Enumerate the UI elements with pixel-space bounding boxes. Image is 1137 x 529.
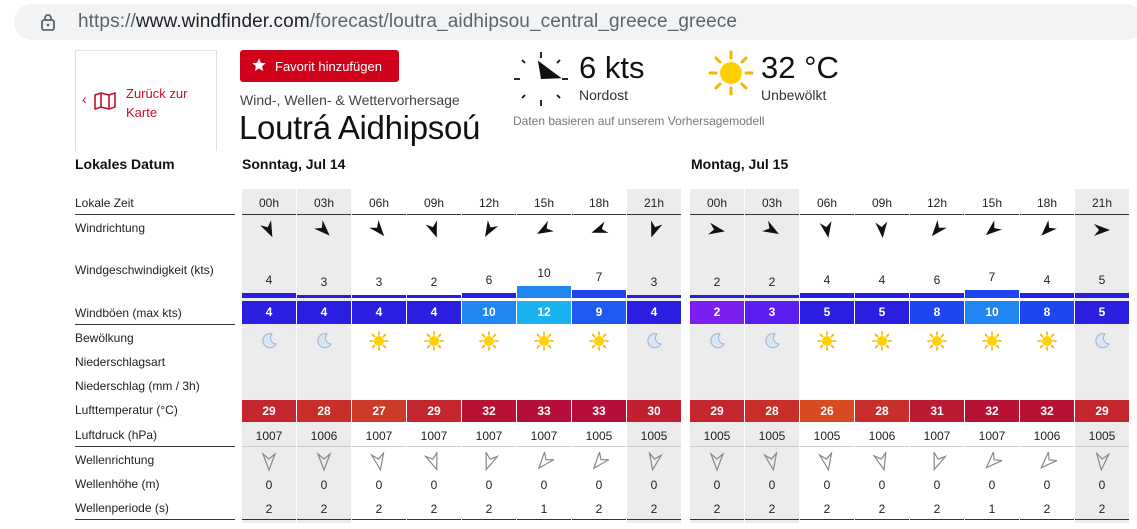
wind-speed-bar (242, 293, 296, 298)
add-favorite-button[interactable] (240, 50, 399, 82)
wave-period-cell: 2 (768, 502, 776, 516)
page-subtitle: Wind-, Wellen- & Wettervorhersage (240, 92, 460, 108)
pressure-cell: 1007 (978, 429, 1006, 443)
wave-period-cell: 2 (485, 502, 493, 516)
wave-period-cell: 2 (375, 502, 383, 516)
time-cell: 03h (313, 196, 335, 210)
forecast-column[interactable] (517, 189, 571, 523)
wave-direction-arrow-icon (707, 452, 727, 472)
wind-compass-icon (512, 50, 570, 113)
row-label-wave-direction: Wellenrichtung (75, 453, 155, 467)
wave-height-cell: 0 (713, 478, 721, 492)
wind-speed-bar (462, 293, 516, 298)
wind-speed-bar (297, 295, 351, 298)
time-divider (297, 214, 351, 215)
wind-speed-value: 2 (713, 275, 721, 289)
pressure-cell: 1007 (420, 429, 448, 443)
wave-height-cell: 0 (265, 478, 273, 492)
wind-speed-value: 3 (320, 275, 328, 289)
gust-cell: 4 (297, 301, 351, 324)
pressure-cell: 1006 (868, 429, 896, 443)
wave-period-cell: 2 (1098, 502, 1106, 516)
wave-period-cell: 2 (265, 502, 273, 516)
gust-cell: 9 (572, 301, 626, 324)
wave-height-cell: 0 (430, 478, 438, 492)
wave-period-cell: 2 (430, 502, 438, 516)
row-label-wind-speed: Windgeschwindigkeit (kts) (75, 263, 214, 277)
wave-period-cell: 2 (933, 502, 941, 516)
bottom-divider (242, 519, 296, 520)
wind-speed-value: 2 (768, 275, 776, 289)
wave-period-cell: 2 (713, 502, 721, 516)
air-temp-cell: 33 (572, 400, 626, 422)
wave-period-cell: 2 (320, 502, 328, 516)
air-temp-cell: 32 (965, 400, 1019, 422)
wind-speed-bar (910, 293, 964, 298)
wave-height-cell: 0 (650, 478, 658, 492)
wind-direction-arrow-icon (707, 220, 727, 240)
wave-height-cell: 0 (768, 478, 776, 492)
gust-cell: 10 (965, 301, 1019, 324)
bottom-divider (800, 519, 854, 520)
time-cell: 21h (1091, 196, 1113, 210)
row-label-air-temp: Lufttemperatur (°C) (75, 403, 178, 417)
wind-direction-arrow-icon (1037, 220, 1057, 240)
pressure-cell: 1005 (640, 429, 668, 443)
wave-direction-arrow-icon (762, 452, 782, 472)
pressure-divider (407, 446, 461, 447)
wave-period-cell: 1 (988, 502, 996, 516)
wave-height-cell: 0 (375, 478, 383, 492)
bottom-divider (352, 519, 406, 520)
time-cell: 06h (368, 196, 390, 210)
pressure-cell: 1007 (530, 429, 558, 443)
air-temp-cell: 28 (745, 400, 799, 422)
bottom-divider (855, 519, 909, 520)
wave-height-cell: 0 (878, 478, 886, 492)
wave-period-cell: 1 (540, 502, 548, 516)
gust-cell: 2 (690, 301, 744, 324)
wind-speed-value: 4 (878, 273, 886, 287)
wind-speed-value: 4 (823, 273, 831, 287)
wave-height-cell: 0 (1043, 478, 1051, 492)
wind-direction-arrow-icon (534, 220, 554, 240)
bottom-divider (1020, 519, 1074, 520)
current-wind-speed: 6 kts (579, 50, 645, 85)
wind-direction-arrow-icon (589, 220, 609, 240)
wind-direction-arrow-icon (314, 220, 334, 240)
wave-height-cell: 0 (485, 478, 493, 492)
map-icon (93, 91, 117, 116)
time-divider (407, 214, 461, 215)
wave-direction-arrow-icon (817, 452, 837, 472)
time-divider (462, 214, 516, 215)
air-temp-cell: 31 (910, 400, 964, 422)
air-temp-cell: 28 (855, 400, 909, 422)
moon-icon (1092, 331, 1112, 351)
gust-cell: 4 (352, 301, 406, 324)
bottom-divider (407, 519, 461, 520)
row-label-wind-direction: Windrichtung (75, 221, 146, 235)
pressure-divider (572, 446, 626, 447)
pressure-divider (462, 446, 516, 447)
time-cell: 12h (478, 196, 500, 210)
bottom-divider (690, 519, 744, 520)
day-label-sunday: Sonntag, Jul 14 (242, 156, 346, 172)
time-cell: 21h (643, 196, 665, 210)
wave-period-cell: 2 (823, 502, 831, 516)
pressure-divider (1020, 446, 1074, 447)
wave-direction-arrow-icon (314, 452, 334, 472)
pressure-divider (297, 446, 351, 447)
time-divider (855, 214, 909, 215)
back-to-map-label[interactable]: Zurück zur Karte (126, 86, 188, 120)
wave-direction-arrow-icon (259, 452, 279, 472)
browser-toolbar (0, 0, 1137, 45)
sun-icon (927, 331, 947, 351)
gust-cell: 5 (855, 301, 909, 324)
wave-height-cell: 0 (320, 478, 328, 492)
pressure-cell: 1005 (758, 429, 786, 443)
sun-icon (817, 331, 837, 351)
air-temp-cell: 26 (800, 400, 854, 422)
pressure-cell: 1005 (703, 429, 731, 443)
row-label-gusts: Windböen (max kts) (75, 306, 235, 325)
air-temp-cell: 32 (1020, 400, 1074, 422)
forecast-column[interactable] (1075, 189, 1129, 523)
wave-direction-arrow-icon (644, 452, 664, 472)
wave-direction-arrow-icon (927, 452, 947, 472)
bottom-divider (517, 519, 571, 520)
forecast-column[interactable] (572, 189, 626, 523)
wind-direction-arrow-icon (872, 220, 892, 240)
wave-direction-arrow-icon (1092, 452, 1112, 472)
pressure-cell: 1007 (255, 429, 283, 443)
row-label-wave-height: Wellenhöhe (m) (75, 477, 160, 491)
forecast-column[interactable] (800, 189, 854, 523)
forecast-column[interactable] (910, 189, 964, 523)
wind-speed-value: 6 (485, 273, 493, 287)
wind-speed-bar (745, 295, 799, 298)
air-temp-cell: 27 (352, 400, 406, 422)
current-wind-direction: Nordost (579, 87, 629, 103)
pressure-divider (627, 446, 681, 447)
bottom-divider (627, 519, 681, 520)
forecast-column[interactable] (627, 189, 681, 523)
pressure-divider (855, 446, 909, 447)
bottom-divider (910, 519, 964, 520)
pressure-cell: 1005 (585, 429, 613, 443)
pressure-divider (242, 446, 296, 447)
pressure-cell: 1007 (475, 429, 503, 443)
add-favorite-label: Favorit hinzufügen (275, 59, 382, 74)
moon-icon (314, 331, 334, 351)
time-cell: 09h (871, 196, 893, 210)
time-divider (352, 214, 406, 215)
wave-height-cell: 0 (540, 478, 548, 492)
time-divider (517, 214, 571, 215)
wind-speed-bar (965, 290, 1019, 298)
page-title: Loutrá Aidhipsoú (239, 109, 481, 146)
url-text[interactable]: https://www.windfinder.com/forecast/loutra_aidhipsou_central_greece_greece (78, 11, 738, 32)
time-divider (572, 214, 626, 215)
wave-height-cell: 0 (823, 478, 831, 492)
row-label-wave-period: Wellenperiode (s) (75, 501, 235, 520)
time-divider (242, 214, 296, 215)
wind-speed-value: 5 (1098, 273, 1106, 287)
pressure-divider (517, 446, 571, 447)
row-label-clouds: Bewölkung (75, 331, 134, 345)
sun-icon (424, 331, 444, 351)
wind-speed-bar (517, 286, 571, 298)
pressure-cell: 1005 (813, 429, 841, 443)
sun-icon (534, 331, 554, 351)
sun-icon (982, 331, 1002, 351)
pressure-divider (352, 446, 406, 447)
bottom-divider (745, 519, 799, 520)
wind-direction-arrow-icon (927, 220, 947, 240)
gust-cell: 3 (745, 301, 799, 324)
wind-speed-value: 4 (265, 273, 273, 287)
time-divider (910, 214, 964, 215)
wind-speed-bar (690, 295, 744, 298)
sun-icon (369, 331, 389, 351)
wind-speed-bar (407, 295, 461, 298)
chevron-left-icon: ‹ (82, 91, 87, 107)
wave-period-cell: 2 (1043, 502, 1051, 516)
forecast-column[interactable] (242, 189, 296, 523)
wind-speed-value: 10 (537, 266, 551, 280)
local-date-label: Lokales Datum (75, 156, 175, 172)
air-temp-cell: 29 (407, 400, 461, 422)
pressure-divider (745, 446, 799, 447)
gust-cell: 8 (910, 301, 964, 324)
gust-cell: 4 (627, 301, 681, 324)
pressure-divider (690, 446, 744, 447)
time-divider (690, 214, 744, 215)
wind-speed-bar (800, 293, 854, 298)
time-divider (800, 214, 854, 215)
wave-direction-arrow-icon (589, 452, 609, 472)
wind-speed-bar (1075, 293, 1129, 298)
sun-icon (708, 50, 754, 101)
pressure-cell: 1005 (1088, 429, 1116, 443)
forecast-column[interactable] (855, 189, 909, 523)
pressure-cell: 1007 (923, 429, 951, 443)
gust-cell: 4 (242, 301, 296, 324)
wind-direction-arrow-icon (817, 220, 837, 240)
time-divider (1020, 214, 1074, 215)
bottom-divider (1075, 519, 1129, 520)
moon-icon (762, 331, 782, 351)
pressure-divider (910, 446, 964, 447)
wind-direction-arrow-icon (259, 220, 279, 240)
wind-speed-value: 4 (1043, 273, 1051, 287)
wind-direction-arrow-icon (479, 220, 499, 240)
wind-speed-value: 2 (430, 275, 438, 289)
gust-cell: 8 (1020, 301, 1074, 324)
wave-direction-arrow-icon (982, 452, 1002, 472)
wave-direction-arrow-icon (1037, 452, 1057, 472)
wind-speed-bar (1020, 293, 1074, 298)
time-cell: 12h (926, 196, 948, 210)
time-divider (627, 214, 681, 215)
air-temp-cell: 30 (627, 400, 681, 422)
time-cell: 18h (588, 196, 610, 210)
row-label-precip-type: Niederschlagsart (75, 355, 166, 369)
row-label-time: Lokale Zeit (75, 196, 235, 215)
wave-height-cell: 0 (595, 478, 603, 492)
wind-speed-bar (855, 293, 909, 298)
forecast-column[interactable] (690, 189, 744, 523)
pressure-cell: 1006 (310, 429, 338, 443)
bottom-divider (462, 519, 516, 520)
time-cell: 00h (258, 196, 280, 210)
wave-direction-arrow-icon (479, 452, 499, 472)
current-temperature: 32 °C (761, 50, 839, 85)
wind-direction-arrow-icon (644, 220, 664, 240)
time-divider (1075, 214, 1129, 215)
wind-speed-value: 7 (988, 270, 996, 284)
time-cell: 03h (761, 196, 783, 210)
time-cell: 06h (816, 196, 838, 210)
wave-height-cell: 0 (988, 478, 996, 492)
wind-speed-bar (352, 295, 406, 298)
wind-direction-arrow-icon (369, 220, 389, 240)
wind-speed-value: 6 (933, 273, 941, 287)
sun-icon (872, 331, 892, 351)
lock-icon[interactable] (40, 13, 56, 36)
row-label-precip: Niederschlag (mm / 3h) (75, 379, 200, 393)
wind-direction-arrow-icon (424, 220, 444, 240)
time-cell: 00h (706, 196, 728, 210)
wind-speed-value: 3 (650, 275, 658, 289)
wind-speed-bar (627, 295, 681, 298)
forecast-column[interactable] (352, 189, 406, 523)
air-temp-cell: 29 (690, 400, 744, 422)
wave-direction-arrow-icon (369, 452, 389, 472)
sun-icon (479, 331, 499, 351)
wave-direction-arrow-icon (424, 452, 444, 472)
gust-cell: 5 (800, 301, 854, 324)
pressure-cell: 1007 (365, 429, 393, 443)
time-cell: 09h (423, 196, 445, 210)
pressure-divider (800, 446, 854, 447)
air-temp-cell: 29 (1075, 400, 1129, 422)
forecast-column[interactable] (1020, 189, 1074, 523)
time-divider (965, 214, 1019, 215)
air-temp-cell: 28 (297, 400, 351, 422)
moon-icon (644, 331, 664, 351)
current-weather: Unbewölkt (761, 87, 827, 103)
sun-icon (1037, 331, 1057, 351)
bottom-divider (572, 519, 626, 520)
wind-speed-bar (572, 290, 626, 298)
forecast-column[interactable] (745, 189, 799, 523)
pressure-cell: 1006 (1033, 429, 1061, 443)
model-note: Daten basieren auf unserem Vorhersagemodell (513, 114, 765, 128)
time-divider (745, 214, 799, 215)
forecast-column[interactable] (965, 189, 1019, 523)
forecast-column[interactable] (462, 189, 516, 523)
air-temp-cell: 32 (462, 400, 516, 422)
wave-direction-arrow-icon (534, 452, 554, 472)
pressure-divider (965, 446, 1019, 447)
wave-direction-arrow-icon (872, 452, 892, 472)
pressure-divider (1075, 446, 1129, 447)
star-icon (251, 57, 267, 76)
air-temp-cell: 33 (517, 400, 571, 422)
forecast-column[interactable] (407, 189, 461, 523)
time-cell: 18h (1036, 196, 1058, 210)
moon-icon (259, 331, 279, 351)
wave-period-cell: 2 (878, 502, 886, 516)
time-cell: 15h (533, 196, 555, 210)
day-label-monday: Montag, Jul 15 (691, 156, 789, 172)
wave-height-cell: 0 (1098, 478, 1106, 492)
row-label-pressure: Luftdruck (hPa) (75, 428, 235, 447)
bottom-divider (965, 519, 1019, 520)
wind-speed-value: 7 (595, 270, 603, 284)
wind-direction-arrow-icon (982, 220, 1002, 240)
wave-period-cell: 2 (595, 502, 603, 516)
back-to-map-card[interactable] (75, 50, 217, 151)
wind-direction-arrow-icon (1092, 220, 1112, 240)
sun-icon (589, 331, 609, 351)
bottom-divider (297, 519, 351, 520)
gust-cell: 10 (462, 301, 516, 324)
forecast-column[interactable] (297, 189, 351, 523)
gust-cell: 12 (517, 301, 571, 324)
moon-icon (707, 331, 727, 351)
time-cell: 15h (981, 196, 1003, 210)
wind-direction-arrow-icon (762, 220, 782, 240)
wave-period-cell: 2 (650, 502, 658, 516)
gust-cell: 4 (407, 301, 461, 324)
air-temp-cell: 29 (242, 400, 296, 422)
wind-speed-value: 3 (375, 275, 383, 289)
wave-height-cell: 0 (933, 478, 941, 492)
gust-cell: 5 (1075, 301, 1129, 324)
